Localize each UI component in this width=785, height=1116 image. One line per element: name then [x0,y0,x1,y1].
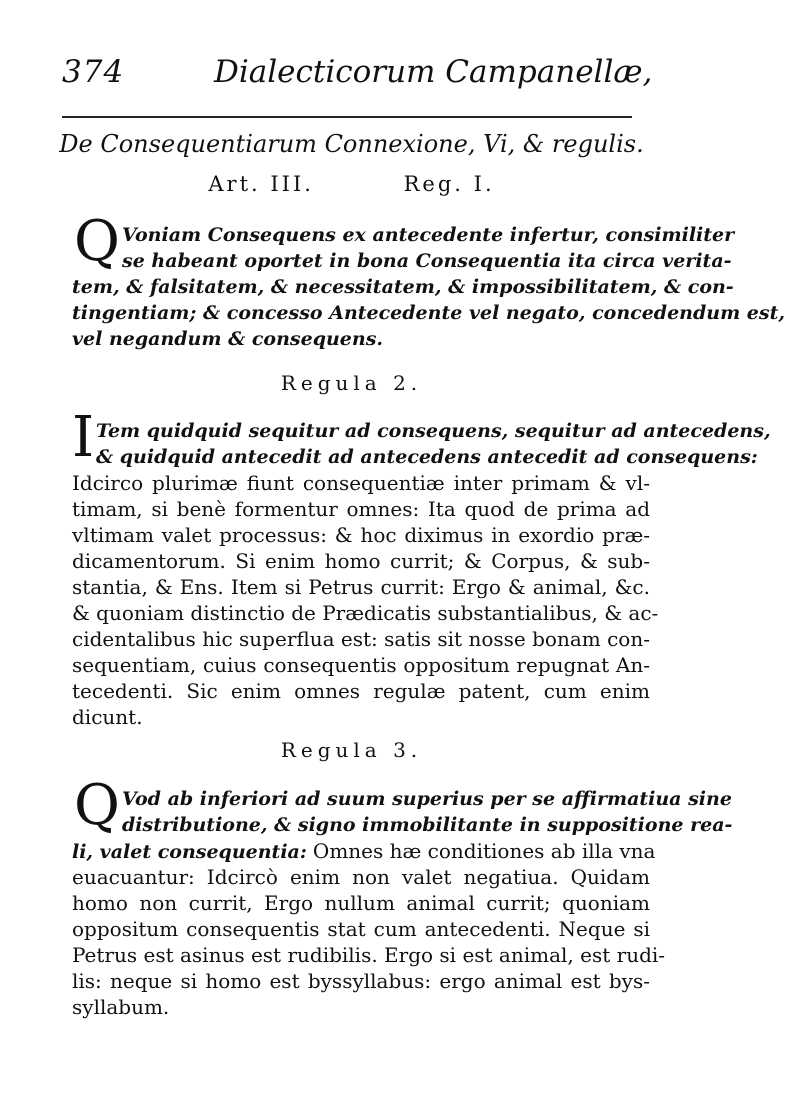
dropcap-i: I [72,405,95,470]
article-line [0,172,703,196]
text-line: tecedenti. Sic enim omnes regulæ patent, cum enim [72,679,650,703]
text-line: syllabum. [72,995,170,1019]
text-line: oppositum consequentis stat cum antecedenti. Neque si [72,917,650,941]
regula-number: Reg. I. [403,172,495,196]
text-line: Voniam Consequens ex antecedente infertur, consimiliter [122,224,735,246]
text-line: Petrus est asinus est rudibilis. Ergo si est animal, est rudi- [72,943,666,967]
regula-2-heading: Regula 2. [280,371,423,395]
text-line: sequentiam, cuius consequentis oppositum repugnat An- [72,653,650,677]
text-line: se habeant oportet in bona Consequentia ita circa verita- [122,250,732,272]
text-line: dicunt. [72,705,143,729]
text-line: & quoniam distinctio de Prædicatis substantialibus, & ac- [72,601,659,625]
text-italic-run: li, valet consequentia: [72,841,307,863]
dropcap-q: Q [74,209,120,274]
text-line: distributione, & signo immobilitante in suppositione rea- [122,814,733,836]
article-number: Art. III. [208,172,314,196]
text-line: cidentalibus hic superflua est: satis sit nosse bonam con- [72,627,650,651]
text-line: Vod ab inferiori ad suum superius per se affirmatiua sine [122,788,732,810]
running-head [62,54,653,98]
text-line: dicamentorum. Si enim homo currit; & Corpus, & sub- [72,549,650,573]
text-line: vltimam valet processus: & hoc diximus in exordio præ- [72,523,650,547]
text-line: timam, si benè formentur omnes: Ita quod de prima ad [72,497,650,521]
text-line: stantia, & Ens. Item si Petrus currit: Ergo & animal, &c. [72,575,650,599]
dropcap-q: Q [74,773,120,838]
text-line-mixed [72,838,656,864]
running-title: Dialecticorum Campanellæ, [214,54,653,90]
text-roman-run: Omnes hæ conditiones ab illa vna [312,839,656,863]
text-line: euacuantur: Idcircò enim non valet negatiua. Quidam [72,865,650,889]
text-line: & quidquid antecedit ad antecedens antecedit ad consequens: [96,446,758,468]
header-rule [62,116,632,118]
paragraph-3 [72,786,733,1020]
text-line: lis: neque si homo est byssyllabus: ergo animal est bys- [72,969,650,993]
paragraph-1 [72,222,785,352]
paragraph-2 [72,418,771,730]
text-line: tingentiam; & concesso Antecedente vel negato, concedendum est, [72,302,785,324]
text-line: homo non currit, Ergo nullum animal currit; quoniam [72,891,650,915]
text-line: vel negandum & consequens. [72,328,384,350]
text-line: tem, & falsitatem, & necessitatem, & impossibilitatem, & con- [72,276,734,298]
text-line: Idcirco plurimæ fiunt consequentiæ inter primam & vl- [72,471,650,495]
page-number: 374 [62,54,125,90]
section-title: De Consequentiarum Connexione, Vi, & regulis. [59,130,644,158]
regula-3-heading: Regula 3. [280,738,423,762]
text-line: Tem quidquid sequitur ad consequens, sequitur ad antecedens, [96,420,771,442]
